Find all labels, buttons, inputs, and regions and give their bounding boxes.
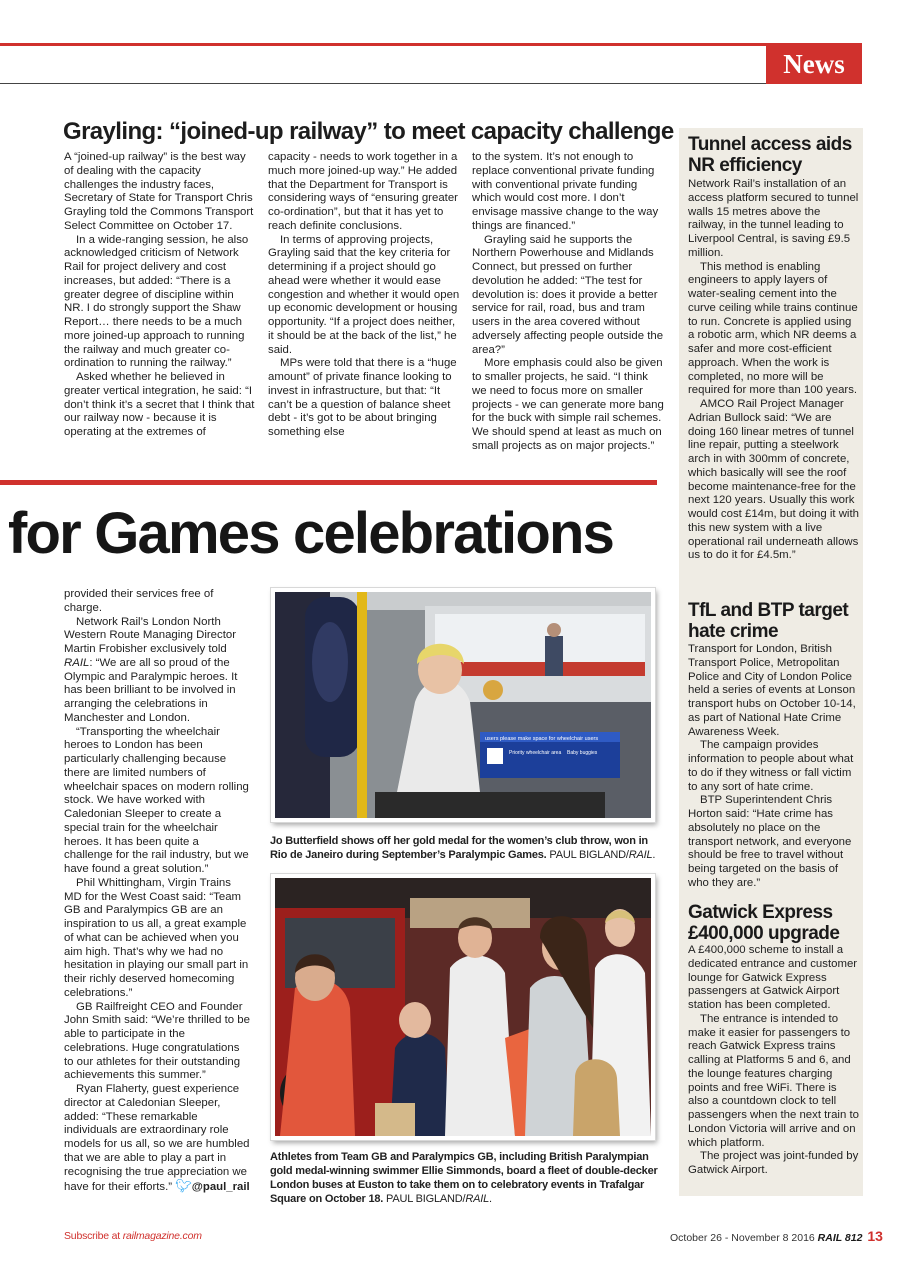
paragraph: provided their services free of charge. [64, 588, 214, 614]
paragraph: In terms of approving projects, Grayling said that the key criteria for determining if a project should go ahead were whether it would ease congestion and whether it would open up economic development or housing opportunity. “If a project does neither, it should be at the back of the list,” he said. [268, 233, 460, 356]
subscribe-link[interactable]: railmagazine.com [122, 1230, 202, 1242]
paragraph: Network Rail’s installation of an access platform secured to tunnel walls 15 metres above the railway, in the tunnel leading to Liverpool Central, is saving £9.5 million. [688, 178, 859, 259]
games-story-column [64, 588, 250, 1195]
paragraph: MPs were told that there is a “huge amount” of private finance looking to invest in infrastructure, but that: “It can’t be a question of balance sheet debt - it’s got to be about bringing something else [268, 357, 457, 438]
paragraph: A “joined-up railway” is the best way of dealing with the capacity challenges the industry faces, Secretary of State for Transport Chris Grayling told the Commons Transport Select Committee on October 17. [64, 151, 254, 232]
paragraph: GB Railfreight CEO and Founder John Smith said: “We’re thrilled to be able to participate in the celebrations. Huge congratulations to our athletes for their outstanding achievements this summer.” [64, 1000, 250, 1082]
caption-text: Athletes from Team GB and Paralympics GB, including British Paralympian gold medal-winning swimmer Ellie Simmonds, board a fleet of double-decker London buses at Euston to take them on to celebratory events in Trafalgar Square on October 18. [270, 1151, 658, 1205]
photo-athletes-boarding-bus [271, 874, 655, 1140]
photo-credit [386, 1193, 492, 1205]
twitter-icon: 🐦︎ [175, 1178, 192, 1194]
games-headline: for Games celebrations [8, 501, 614, 566]
paragraph [64, 616, 250, 726]
paragraph: “Transporting the wheelchair heroes to London has been particularly challenging because there are limited numbers of wheelchair spaces on modern rolling stock. We have worked with Caledonian Sleeper to create a special train for the wheelchair heroes. It has been quite a challenge for the rail industry, but we have found a great solution.” [64, 725, 249, 875]
brief-headline-tunnel: Tunnel access aids NR efficiency [688, 134, 852, 176]
text-run: Network Rail’s London North Western Route Managing Director Martin Frobisher exclusively told [64, 615, 236, 655]
paragraph: Phil Whittingham, Virgin Trains MD for the West Coast said: “Team GB and Paralympics GB are an inspiration to us all, a great example of what can be achieved when you aim high. That’s why we had no hesitation in playing our small part in their richly deserved homecoming celebrations.” [64, 876, 249, 999]
paragraph: capacity - needs to work together in a much more joined-up way.” He added that the Department for Transport is considering ways of “ensuring greater co-ordination”, but that it has yet to reach definite conclusions. [268, 151, 458, 232]
paragraph: A £400,000 scheme to install a dedicated entrance and customer lounge for Gatwick Express passengers at Gatwick Airport station has been completed. [688, 944, 858, 1011]
paragraph: Transport for London, British Transport Police, Metropolitan Police and City of London Police held a series of events at Lonson transport hubs on October 10-14, as part of National Hate Crime Awareness Week. [688, 643, 856, 738]
paragraph: The entrance is intended to make it easier for passengers to reach Gatwick Express trains calling at Platforms 5 and 6, and the lounge features charging points and free WiFi. There is also a countdown clock to tell passengers when the next train to London Victoria will arrive and on which platform. [688, 1012, 859, 1149]
photo-credit [549, 849, 655, 861]
page-number: 13 [867, 1228, 883, 1244]
brief-body-gatwick [688, 944, 860, 1178]
paragraph: to the system. It’s not enough to replace conventional private funding with conventional private funding which would cost more. I don’t envisage massive change to the way things are financed.” [472, 151, 659, 232]
paragraph: More emphasis could also be given to smaller projects, he said. “I think we need to focus more on smaller projects - we can generate more bang for the buck with simple rail schemes. We should spend at least as much on small projects as on major projects.” [472, 357, 664, 452]
brief-headline-hate-crime: TfL and BTP target hate crime [688, 600, 849, 642]
credit-end: . [489, 1193, 492, 1205]
footer-subscribe [64, 1230, 202, 1242]
sign-header-text: users please make space for wheelchair users [485, 736, 599, 742]
paragraph: BTP Superintendent Chris Horton said: “Hate crime has absolutely no place on the transport network, and everyone should be free to travel without being targeted on the basis of who they are.” [688, 794, 852, 889]
caption-text: Jo Butterfield shows off her gold medal for the women’s club throw, won in Rio de Janeiro during September’s Paralympic Games. [270, 835, 648, 861]
magazine-issue: RAIL 812 [817, 1232, 863, 1244]
header-bottom-rule [0, 83, 862, 84]
credit-end: . [652, 849, 656, 861]
paragraph: The project was joint-funded by Gatwick Airport. [688, 1150, 859, 1176]
brief-body-tunnel [688, 178, 860, 563]
paragraph: AMCO Rail Project Manager Adrian Bullock said: “We are doing 160 linear metres of tunnel line repair, putting a steelwork arch in with 300mm of concrete, which basically will see the roof become maintenance-free for the next 120 years. Usually this work would cost £14m, but doing it with this new system with a live operational rail underneath allows us to do it for £4.5m.” [688, 398, 859, 562]
brief-body-hate-crime [688, 643, 860, 891]
main-story-column-2 [268, 151, 460, 440]
photo-caption-1 [270, 834, 662, 862]
credit-publication: RAIL [465, 1193, 490, 1205]
main-headline: Grayling: “joined-up railway” to meet capacity challenge [63, 118, 674, 145]
twitter-handle[interactable]: @paul_rail [191, 1181, 250, 1194]
issue-date: October 26 - November 8 2016 [670, 1232, 815, 1244]
photo-train-interior [275, 592, 651, 818]
paragraph: In a wide-ranging session, he also acknowledged criticism of Network Rail for project delivery and cost increases, but added: “There is a greater degree of discipline within NR. I do strongly support the Shaw Report… there needs to be a much more joined-up approach to running the railway and much greater co-ordination to running the railway.” [64, 233, 249, 370]
credit-name: PAUL BIGLAND/ [386, 1193, 466, 1205]
paragraph: This method is enabling engineers to apply layers of water-sealing cement into the curve ceiling while trains continue to run. Concrete is applied using a robotic arm, which NR deems a safer and more cost-efficient approach. When the work is completed, no more will be required for more than 100 years. [688, 260, 858, 397]
subscribe-prefix: Subscribe at [64, 1230, 123, 1242]
paragraph: The campaign provides information to people about what to do if they witness or fall victim to any sort of hate crime. [688, 739, 854, 793]
text-run: : “We are all so proud of the Olympic and Paralympic heroes. It has been brilliant to be involved in arranging the celebrations in Manchester and London. [64, 656, 238, 724]
text-run: Ryan Flaherty, guest experience director at Caledonian Sleeper, added: “These remarkable individuals are extraordinary role models for us all, so we are humbled that we are able to play a part in recognising the true appreciation we have for their efforts.” [64, 1083, 250, 1194]
paragraph [64, 1083, 250, 1195]
sign-buggies-text: Baby buggies [567, 750, 598, 756]
section-tab-news: News [766, 44, 862, 84]
main-story-column-1 [64, 151, 256, 440]
sign-priority-text: Priority wheelchair area [509, 750, 562, 756]
photo-jo-butterfield [271, 588, 655, 822]
photo-caption-2 [270, 1150, 662, 1206]
credit-name: PAUL BIGLAND/ [549, 849, 629, 861]
paragraph: Asked whether he believed in greater vertical integration, he said: “I don’t think it’s a secret that I think that our railway now - because it is operating at the extremes of [64, 371, 255, 438]
paragraph: Grayling said he supports the Northern Powerhouse and Midlands Connect, but pressed on further devolution he added: “The test for devolution is: does it provide a better service for rail, road, bus and tram users in the area covered without adversely affecting people outside the area?” [472, 233, 664, 356]
publication-name: RAIL [64, 656, 90, 669]
footer-issue-info [670, 1228, 883, 1244]
brief-headline-gatwick: Gatwick Express £400,000 upgrade [688, 902, 840, 944]
section-divider-rule [0, 480, 657, 485]
main-story-column-3 [472, 151, 664, 454]
credit-publication: RAIL [628, 849, 653, 861]
photo-bus-boarding [275, 878, 651, 1136]
header-top-rule [0, 43, 862, 46]
